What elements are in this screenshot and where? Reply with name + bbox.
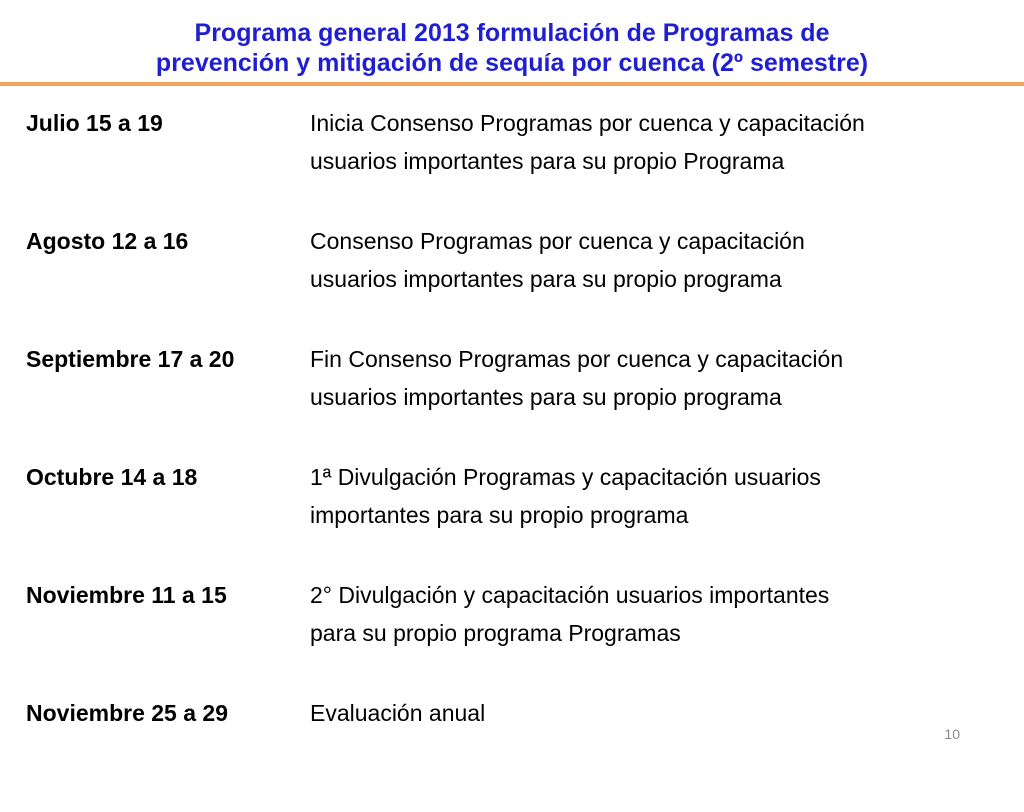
schedule-entry	[26, 104, 1006, 222]
schedule-entry	[26, 576, 1006, 694]
description-line: Fin Consenso Programas por cuenca y capacitación	[310, 346, 844, 372]
title-line-2: prevención y mitigación de sequía por cuenca (2º semestre)	[155, 49, 869, 77]
description-line: usuarios importantes para su propio programa	[310, 266, 782, 292]
entry-description	[310, 104, 1010, 180]
entry-description	[310, 458, 1010, 534]
schedule-list	[26, 104, 1006, 812]
entry-date: Octubre 14 a 18	[26, 464, 198, 490]
entry-description	[310, 222, 1010, 298]
entry-date: Agosto 12 a 16	[26, 228, 189, 254]
entry-description	[310, 576, 1010, 652]
description-line: para su propio programa Programas	[310, 620, 681, 646]
description-line: 2° Divulgación y capacitación usuarios importantes	[310, 582, 830, 608]
schedule-entry	[26, 694, 1006, 812]
description-line: Inicia Consenso Programas por cuenca y capacitación	[310, 110, 865, 136]
entry-description	[310, 694, 1010, 732]
entry-description	[310, 340, 1010, 416]
schedule-entry	[26, 222, 1006, 340]
entry-date: Noviembre 25 a 29	[26, 700, 229, 726]
title-divider	[0, 82, 1024, 86]
description-line: usuarios importantes para su propio Programa	[310, 148, 785, 174]
entry-date: Julio 15 a 19	[26, 110, 163, 136]
description-line: Evaluación anual	[310, 700, 486, 726]
title-line-1: Programa general 2013 formulación de Programas de	[194, 19, 830, 47]
description-line: Consenso Programas por cuenca y capacitación	[310, 228, 805, 254]
page-number: 10	[944, 726, 960, 742]
schedule-entry	[26, 458, 1006, 576]
entry-date: Septiembre 17 a 20	[26, 346, 235, 372]
schedule-entry	[26, 340, 1006, 458]
description-line: 1ª Divulgación Programas y capacitación usuarios	[310, 464, 821, 490]
slide-title	[0, 18, 1024, 78]
entry-date: Noviembre 11 a 15	[26, 582, 227, 608]
description-line: usuarios importantes para su propio programa	[310, 384, 782, 410]
description-line: importantes para su propio programa	[310, 502, 689, 528]
